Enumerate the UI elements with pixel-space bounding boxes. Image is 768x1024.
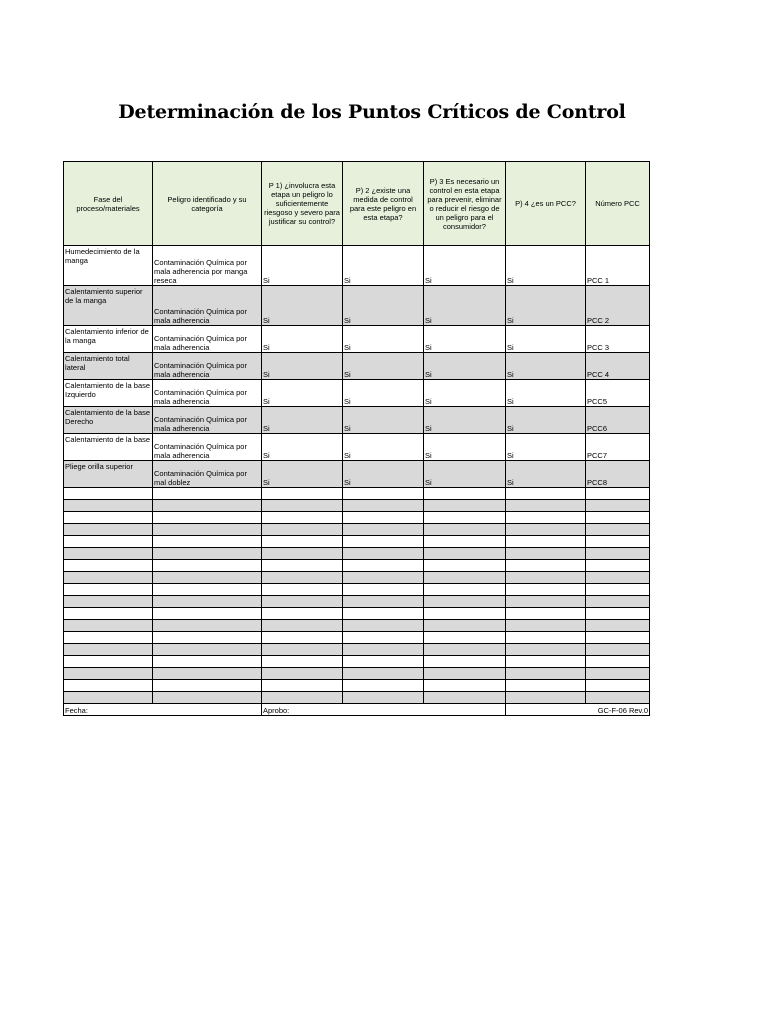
cell-numero-pcc: PCC 4 <box>586 353 650 380</box>
empty-cell <box>153 620 262 632</box>
empty-cell <box>343 512 424 524</box>
cell-p1: Si <box>262 461 343 488</box>
cell-peligro: Contaminación Química por mala adherencia <box>153 380 262 407</box>
empty-cell <box>64 548 153 560</box>
empty-cell <box>262 632 343 644</box>
empty-row <box>64 548 650 560</box>
empty-cell <box>424 644 506 656</box>
cell-p3: Si <box>424 434 506 461</box>
empty-cell <box>343 620 424 632</box>
table-row <box>64 407 650 434</box>
footer-row <box>64 704 650 716</box>
empty-cell <box>424 632 506 644</box>
empty-cell <box>586 560 650 572</box>
empty-cell <box>343 572 424 584</box>
cell-numero-pcc: PCC7 <box>586 434 650 461</box>
cell-p4: Si <box>506 286 586 326</box>
cell-fase: Calentamiento total lateral <box>64 353 153 380</box>
cell-fase: Pliege orilla superior <box>64 461 153 488</box>
empty-cell <box>424 536 506 548</box>
empty-cell <box>262 668 343 680</box>
pcc-table <box>63 161 650 716</box>
empty-cell <box>343 632 424 644</box>
cell-p2: Si <box>343 407 424 434</box>
empty-cell <box>343 596 424 608</box>
cell-p2: Si <box>343 246 424 286</box>
cell-p1: Si <box>262 407 343 434</box>
cell-fase: Calentamiento de la base Izquierdo <box>64 380 153 407</box>
empty-cell <box>153 584 262 596</box>
empty-cell <box>262 692 343 704</box>
table-row <box>64 434 650 461</box>
fecha-label: Fecha: <box>64 704 262 716</box>
empty-row <box>64 536 650 548</box>
empty-cell <box>424 608 506 620</box>
empty-cell <box>506 668 586 680</box>
empty-cell <box>586 644 650 656</box>
table-row <box>64 326 650 353</box>
cell-numero-pcc: PCC6 <box>586 407 650 434</box>
empty-cell <box>153 680 262 692</box>
empty-cell <box>153 536 262 548</box>
header-p2: P) 2 ¿existe una medida de control para este peligro en esta etapa? <box>343 162 424 246</box>
empty-cell <box>64 644 153 656</box>
cell-p1: Si <box>262 380 343 407</box>
empty-cell <box>153 500 262 512</box>
empty-cell <box>343 692 424 704</box>
cell-peligro: Contaminación Química por mala adherencia <box>153 434 262 461</box>
empty-cell <box>64 608 153 620</box>
empty-cell <box>262 560 343 572</box>
empty-cell <box>506 596 586 608</box>
empty-cell <box>64 620 153 632</box>
empty-cell <box>343 488 424 500</box>
empty-cell <box>262 500 343 512</box>
empty-cell <box>506 680 586 692</box>
cell-numero-pcc: PCC5 <box>586 380 650 407</box>
table-row <box>64 461 650 488</box>
empty-cell <box>262 536 343 548</box>
empty-cell <box>64 560 153 572</box>
empty-cell <box>424 548 506 560</box>
empty-cell <box>424 596 506 608</box>
empty-cell <box>506 644 586 656</box>
empty-cell <box>506 608 586 620</box>
cell-peligro: Contaminación Química por mala adherencia por manga reseca <box>153 246 262 286</box>
empty-cell <box>64 692 153 704</box>
empty-cell <box>153 512 262 524</box>
cell-p3: Si <box>424 286 506 326</box>
cell-p2: Si <box>343 326 424 353</box>
cell-numero-pcc: PCC 2 <box>586 286 650 326</box>
cell-p4: Si <box>506 380 586 407</box>
empty-row <box>64 560 650 572</box>
header-p4: P) 4 ¿es un PCC? <box>506 162 586 246</box>
header-row <box>64 162 650 246</box>
table-row <box>64 380 650 407</box>
empty-row <box>64 632 650 644</box>
empty-cell <box>64 596 153 608</box>
empty-cell <box>586 620 650 632</box>
empty-cell <box>262 680 343 692</box>
empty-cell <box>586 668 650 680</box>
cell-fase: Calentamiento de la base Derecho <box>64 407 153 434</box>
header-p1: P 1) ¿involucra esta etapa un peligro lo suficientemente riesgoso y severo para justificar su control? <box>262 162 343 246</box>
empty-cell <box>586 536 650 548</box>
empty-cell <box>343 584 424 596</box>
empty-cell <box>586 584 650 596</box>
empty-cell <box>153 668 262 680</box>
empty-cell <box>424 572 506 584</box>
cell-p4: Si <box>506 246 586 286</box>
empty-cell <box>586 596 650 608</box>
empty-cell <box>64 632 153 644</box>
cell-peligro: Contaminación Química por mal doblez <box>153 461 262 488</box>
empty-row <box>64 584 650 596</box>
table-row <box>64 246 650 286</box>
empty-row <box>64 680 650 692</box>
cell-p3: Si <box>424 461 506 488</box>
cell-p2: Si <box>343 353 424 380</box>
empty-cell <box>153 644 262 656</box>
empty-cell <box>506 512 586 524</box>
empty-cell <box>343 536 424 548</box>
empty-cell <box>343 548 424 560</box>
empty-cell <box>343 668 424 680</box>
empty-row <box>64 572 650 584</box>
empty-cell <box>153 656 262 668</box>
empty-cell <box>262 572 343 584</box>
cell-fase: Calentamiento inferior de la manga <box>64 326 153 353</box>
empty-cell <box>424 524 506 536</box>
cell-p1: Si <box>262 434 343 461</box>
empty-cell <box>262 644 343 656</box>
cell-p1: Si <box>262 246 343 286</box>
empty-row <box>64 500 650 512</box>
empty-cell <box>586 680 650 692</box>
empty-cell <box>424 488 506 500</box>
empty-cell <box>343 560 424 572</box>
empty-cell <box>506 692 586 704</box>
empty-cell <box>586 488 650 500</box>
empty-cell <box>64 668 153 680</box>
empty-cell <box>424 584 506 596</box>
empty-row <box>64 644 650 656</box>
empty-cell <box>586 608 650 620</box>
empty-cell <box>153 692 262 704</box>
empty-cell <box>153 608 262 620</box>
empty-cell <box>343 608 424 620</box>
empty-cell <box>153 632 262 644</box>
empty-cell <box>506 560 586 572</box>
empty-cell <box>506 632 586 644</box>
empty-cell <box>64 536 153 548</box>
empty-cell <box>153 560 262 572</box>
cell-p2: Si <box>343 461 424 488</box>
document-title: Determinación de los Puntos Críticos de Control <box>118 101 626 123</box>
empty-cell <box>506 620 586 632</box>
empty-cell <box>424 500 506 512</box>
empty-cell <box>262 524 343 536</box>
empty-cell <box>153 596 262 608</box>
cell-p2: Si <box>343 286 424 326</box>
cell-p3: Si <box>424 353 506 380</box>
cell-p4: Si <box>506 434 586 461</box>
cell-p1: Si <box>262 286 343 326</box>
empty-cell <box>343 656 424 668</box>
empty-cell <box>262 584 343 596</box>
header-fase: Fase del proceso/materiales <box>64 162 153 246</box>
empty-cell <box>64 656 153 668</box>
cell-p4: Si <box>506 461 586 488</box>
cell-p2: Si <box>343 434 424 461</box>
empty-cell <box>262 620 343 632</box>
cell-p3: Si <box>424 326 506 353</box>
empty-cell <box>343 680 424 692</box>
empty-cell <box>424 692 506 704</box>
empty-row <box>64 488 650 500</box>
empty-cell <box>506 488 586 500</box>
cell-peligro: Contaminación Química por mala adherencia <box>153 353 262 380</box>
empty-cell <box>506 548 586 560</box>
empty-cell <box>64 524 153 536</box>
header-p3: P) 3 Es necesario un control en esta etapa para prevenir, eliminar o reducir el riesgo de un peligro para el consumidor? <box>424 162 506 246</box>
header-numero-pcc: Número PCC <box>586 162 650 246</box>
table-row <box>64 353 650 380</box>
header-peligro: Peligro identificado y su categoría <box>153 162 262 246</box>
empty-cell <box>424 560 506 572</box>
empty-cell <box>153 572 262 584</box>
cell-p1: Si <box>262 326 343 353</box>
aprobo-label: Aprobo: <box>262 704 506 716</box>
empty-cell <box>64 584 153 596</box>
cell-p3: Si <box>424 380 506 407</box>
table-row <box>64 286 650 326</box>
empty-cell <box>262 656 343 668</box>
empty-cell <box>424 680 506 692</box>
empty-cell <box>424 668 506 680</box>
empty-cell <box>262 512 343 524</box>
empty-cell <box>586 524 650 536</box>
cell-p3: Si <box>424 246 506 286</box>
empty-row <box>64 620 650 632</box>
cell-p3: Si <box>424 407 506 434</box>
cell-p4: Si <box>506 407 586 434</box>
empty-row <box>64 596 650 608</box>
empty-cell <box>343 524 424 536</box>
empty-row <box>64 656 650 668</box>
empty-cell <box>153 524 262 536</box>
cell-peligro: Contaminación Química por mala adherencia <box>153 407 262 434</box>
empty-cell <box>64 680 153 692</box>
empty-cell <box>262 488 343 500</box>
empty-cell <box>64 488 153 500</box>
cell-p2: Si <box>343 380 424 407</box>
cell-fase: Humedecimiento de la manga <box>64 246 153 286</box>
cell-numero-pcc: PCC8 <box>586 461 650 488</box>
empty-cell <box>506 500 586 512</box>
empty-cell <box>64 572 153 584</box>
empty-cell <box>64 512 153 524</box>
empty-cell <box>586 512 650 524</box>
cell-peligro: Contaminación Química por mala adherencia <box>153 286 262 326</box>
empty-cell <box>586 692 650 704</box>
cell-numero-pcc: PCC 3 <box>586 326 650 353</box>
empty-row <box>64 668 650 680</box>
empty-cell <box>506 536 586 548</box>
empty-cell <box>153 548 262 560</box>
cell-numero-pcc: PCC 1 <box>586 246 650 286</box>
empty-cell <box>262 548 343 560</box>
empty-cell <box>64 500 153 512</box>
cell-p4: Si <box>506 326 586 353</box>
cell-p4: Si <box>506 353 586 380</box>
cell-p1: Si <box>262 353 343 380</box>
empty-cell <box>262 608 343 620</box>
form-code: GC-F-06 Rev.0 <box>506 704 650 716</box>
empty-cell <box>586 656 650 668</box>
empty-cell <box>343 500 424 512</box>
empty-cell <box>506 572 586 584</box>
empty-row <box>64 512 650 524</box>
cell-fase: Calentamiento de la base <box>64 434 153 461</box>
empty-cell <box>424 656 506 668</box>
empty-cell <box>262 596 343 608</box>
cell-peligro: Contaminación Química por mala adherencia <box>153 326 262 353</box>
empty-cell <box>424 620 506 632</box>
empty-cell <box>506 656 586 668</box>
empty-cell <box>586 572 650 584</box>
empty-cell <box>586 632 650 644</box>
empty-cell <box>586 548 650 560</box>
empty-row <box>64 608 650 620</box>
empty-row <box>64 692 650 704</box>
empty-cell <box>506 524 586 536</box>
empty-cell <box>153 488 262 500</box>
empty-cell <box>424 512 506 524</box>
empty-cell <box>343 644 424 656</box>
empty-cell <box>506 584 586 596</box>
empty-cell <box>586 500 650 512</box>
cell-fase: Calentamiento superior de la manga <box>64 286 153 326</box>
empty-row <box>64 524 650 536</box>
